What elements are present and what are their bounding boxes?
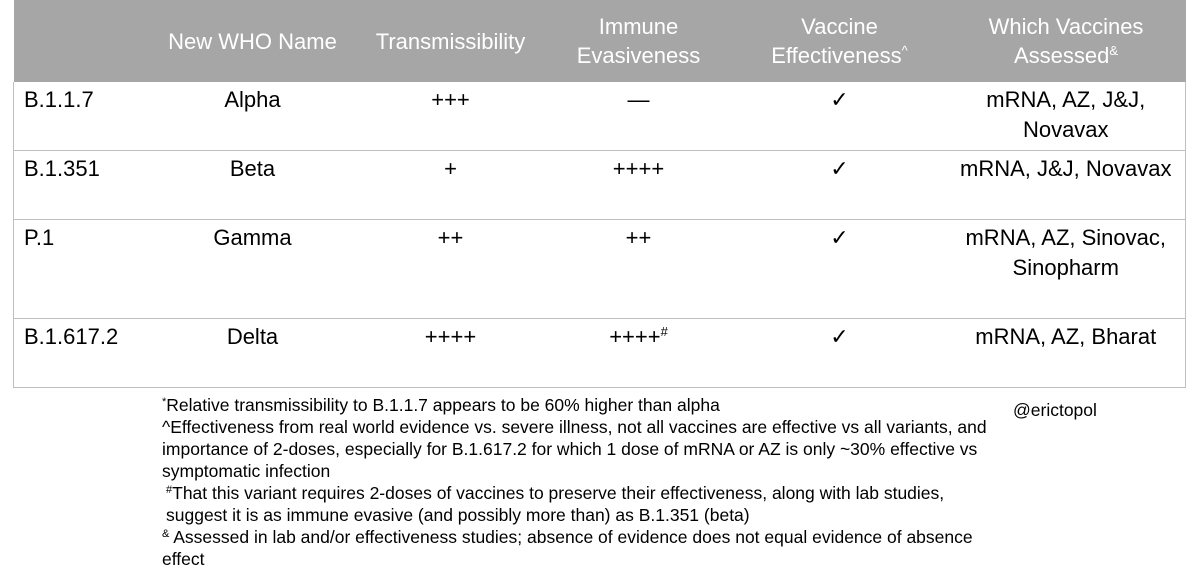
header-sup-amp: & xyxy=(1109,43,1119,58)
table-row xyxy=(14,151,1186,220)
footnote-effectiveness: ^Effectiveness from real world evidence vs. severe illness, not all vaccines are effective vs all variants, and importance of 2-doses, especially for B.1.617.2 for which 1 dose of mRNA or AZ is only ~30% effective vs symptomatic infection xyxy=(162,417,987,481)
cell-variant: P.1 xyxy=(14,220,149,319)
cell-vaccine-effectiveness xyxy=(733,82,947,151)
footnotes xyxy=(162,394,992,570)
check-icon: ✓ xyxy=(830,156,849,181)
header-transmissibility: Transmissibility xyxy=(357,0,545,82)
header-which-vaccines: Which Vaccines Assessed& xyxy=(947,0,1186,82)
cell-transmissibility: ++ xyxy=(357,220,545,319)
variant-table xyxy=(13,0,1186,388)
header-immune-evasiveness: Immune Evasiveness xyxy=(545,0,733,82)
cell-who-name: Beta xyxy=(149,151,357,220)
table-row xyxy=(14,82,1186,151)
cell-vaccine-effectiveness xyxy=(733,319,947,388)
footnote-immune-evasive: #That this variant requires 2-doses of vaccines to preserve their effectiveness, along with lab studies, suggest it is as immune evasive (and possibly more than) as B.1.351 (beta) xyxy=(166,483,945,525)
cell-vaccines: mRNA, AZ, J&J, Novavax xyxy=(947,82,1186,151)
footnote-assessed: & Assessed in lab and/or effectiveness studies; absence of evidence does not equal evidence of absence effect xyxy=(162,527,973,569)
author-handle: @erictopol xyxy=(1013,400,1097,420)
table-row xyxy=(14,319,1186,388)
cell-vaccine-effectiveness xyxy=(733,151,947,220)
cell-variant: B.1.617.2 xyxy=(14,319,149,388)
header-variant xyxy=(14,0,149,82)
cell-vaccine-effectiveness xyxy=(733,220,947,319)
cell-transmissibility: +++ xyxy=(357,82,545,151)
cell-transmissibility: ++++ xyxy=(357,319,545,388)
cell-immune-evasiveness: ++ xyxy=(545,220,733,319)
check-icon: ✓ xyxy=(830,324,849,349)
check-icon: ✓ xyxy=(830,225,849,250)
header-sup-caret: ^ xyxy=(901,43,908,58)
cell-who-name: Alpha xyxy=(149,82,357,151)
table-header-row xyxy=(14,0,1186,82)
cell-vaccines: mRNA, J&J, Novavax xyxy=(947,151,1186,220)
check-icon: ✓ xyxy=(830,87,849,112)
cell-vaccines: mRNA, AZ, Bharat xyxy=(947,319,1186,388)
table-row xyxy=(14,220,1186,319)
cell-who-name: Delta xyxy=(149,319,357,388)
cell-who-name: Gamma xyxy=(149,220,357,319)
header-vaccine-effectiveness: Vaccine Effectiveness^ xyxy=(733,0,947,82)
cell-immune-evasiveness: ++++ xyxy=(545,151,733,220)
cell-variant: B.1.351 xyxy=(14,151,149,220)
footnote-transmissibility: *Relative transmissibility to B.1.1.7 appears to be 60% higher than alpha xyxy=(162,395,720,415)
header-who-name: New WHO Name xyxy=(149,0,357,82)
cell-vaccines: mRNA, AZ, Sinovac, Sinopharm xyxy=(947,220,1186,319)
cell-variant: B.1.1.7 xyxy=(14,82,149,151)
cell-immune-evasiveness: ++++# xyxy=(545,319,733,388)
cell-immune-evasiveness: — xyxy=(545,82,733,151)
cell-transmissibility: + xyxy=(357,151,545,220)
